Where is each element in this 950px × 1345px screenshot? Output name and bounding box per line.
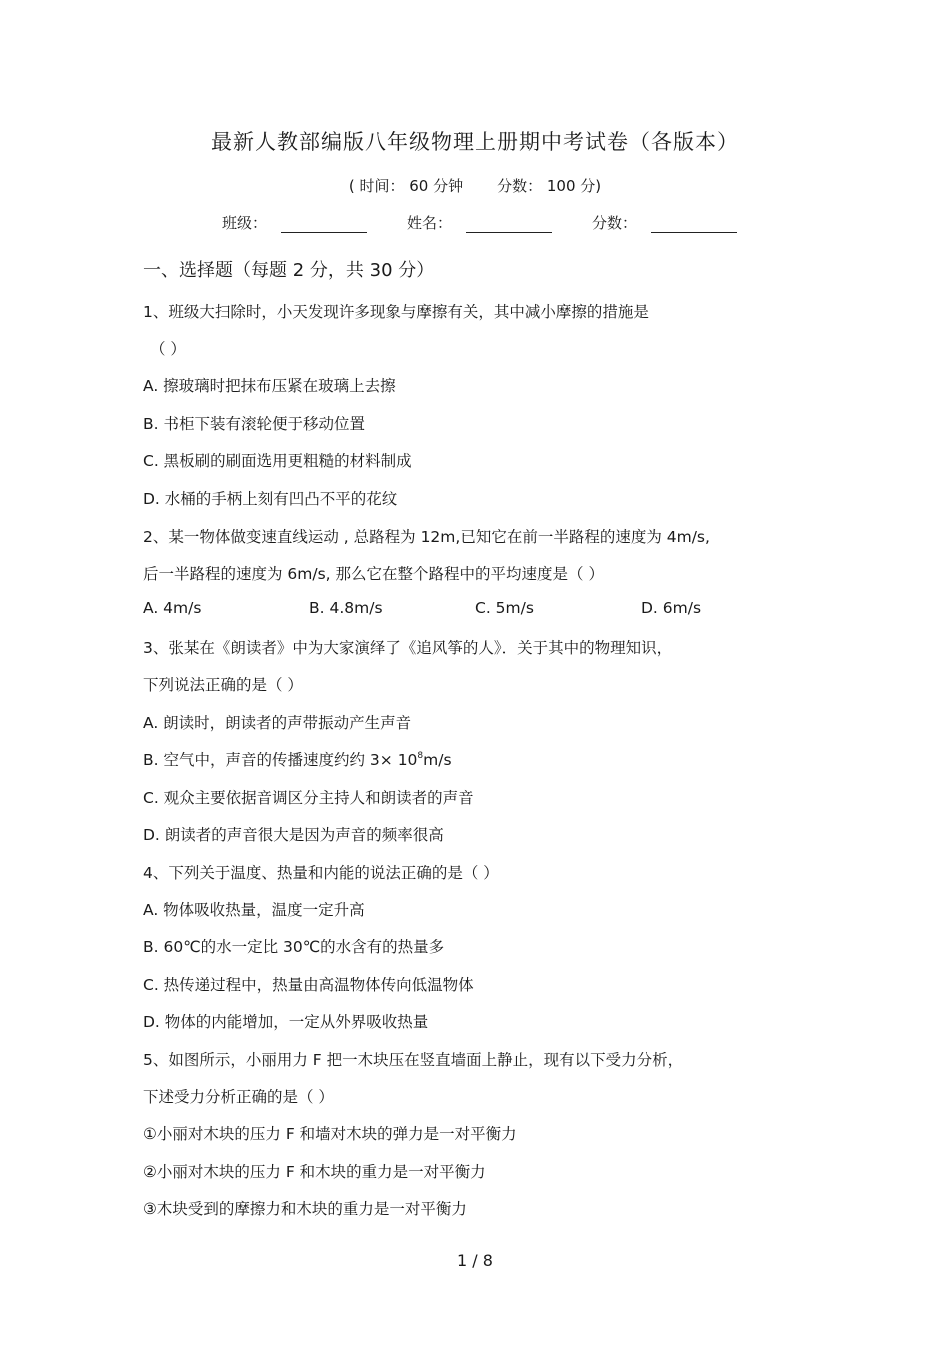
score-info: 分数： 100 分) (497, 177, 602, 195)
score-label: 分数： (592, 214, 638, 232)
q2-option-d: D. 6m/s (641, 599, 702, 617)
q2-option-b: B. 4.8m/s (309, 599, 383, 617)
q3-option-b-exponent: 8 (417, 751, 424, 761)
page-number: 1 / 8 (457, 1251, 493, 1270)
name-label: 姓名： (407, 214, 453, 232)
page-title: 最新人教部编版八年级物理上册期中考试卷（各版本） (211, 130, 739, 154)
q5-item-2: ②小丽对木块的压力 F 和木块的重力是一对平衡力 (143, 1163, 486, 1181)
score-blank[interactable] (651, 214, 737, 233)
section-title: 一、选择题（每题 2 分，共 30 分） (143, 260, 435, 281)
exam-meta (0, 175, 950, 196)
q1-stem: 1、班级大扫除时，小天发现许多现象与摩擦有关，其中减小摩擦的措施是 (143, 303, 649, 321)
class-blank[interactable] (281, 214, 367, 233)
class-label: 班级： (222, 214, 268, 232)
q3-stem-2: 下列说法正确的是（ ） (143, 676, 303, 694)
q3-option-b-text: B. 空气中，声音的传播速度约约 3× 10 (143, 751, 418, 769)
q5-item-1: ①小丽对木块的压力 F 和墙对木块的弹力是一对平衡力 (143, 1125, 517, 1143)
student-info (222, 212, 777, 233)
q3-option-b (143, 748, 452, 770)
q4-option-a: A. 物体吸收热量，温度一定升高 (143, 901, 365, 919)
name-blank[interactable] (466, 214, 552, 233)
q5-item-3: ③木块受到的摩擦力和木块的重力是一对平衡力 (143, 1200, 467, 1218)
q4-option-b: B. 60℃的水一定比 30℃的水含有的热量多 (143, 938, 445, 956)
q2-stem-2: 后一半路程的速度为 6m/s, 那么它在整个路程中的平均速度是（ ） (143, 565, 604, 583)
q4-stem: 4、下列关于温度、热量和内能的说法正确的是（ ） (143, 864, 499, 882)
q1-option-c: C. 黑板刷的刷面选用更粗糙的材料制成 (143, 452, 412, 470)
q2-option-c: C. 5m/s (475, 599, 534, 617)
q5-stem-2: 下述受力分析正确的是（ ） (143, 1088, 334, 1106)
q3-option-b-unit: m/s (423, 751, 452, 769)
q1-paren: （ ） (150, 340, 186, 358)
q3-option-d: D. 朗读者的声音很大是因为声音的频率很高 (143, 826, 444, 844)
q1-option-d: D. 水桶的手柄上刻有凹凸不平的花纹 (143, 490, 398, 508)
q4-option-d: D. 物体的内能增加，一定从外界吸收热量 (143, 1013, 429, 1031)
q2-stem-1: 2、某一物体做变速直线运动 , 总路程为 12m,已知它在前一半路程的速度为 4m/s, (143, 528, 710, 546)
q3-option-c: C. 观众主要依据音调区分主持人和朗读者的声音 (143, 789, 474, 807)
q4-option-c: C. 热传递过程中，热量由高温物体传向低温物体 (143, 976, 474, 994)
q2-option-a: A. 4m/s (143, 599, 202, 617)
q1-option-b: B. 书柜下装有滚轮便于移动位置 (143, 415, 365, 433)
q2-options (143, 599, 807, 617)
q1-option-a: A. 擦玻璃时把抹布压紧在玻璃上去擦 (143, 377, 396, 395)
q3-option-a: A. 朗读时，朗读者的声带振动产生声音 (143, 714, 412, 732)
q5-stem-1: 5、如图所示，小丽用力 F 把一木块压在竖直墙面上静止，现有以下受力分析， (143, 1051, 684, 1069)
q3-stem-1: 3、张某在《朗读者》中为大家演绎了《追风筝的人》．关于其中的物理知识， (143, 639, 673, 657)
time-info: ( 时间： 60 分钟 (348, 177, 464, 195)
